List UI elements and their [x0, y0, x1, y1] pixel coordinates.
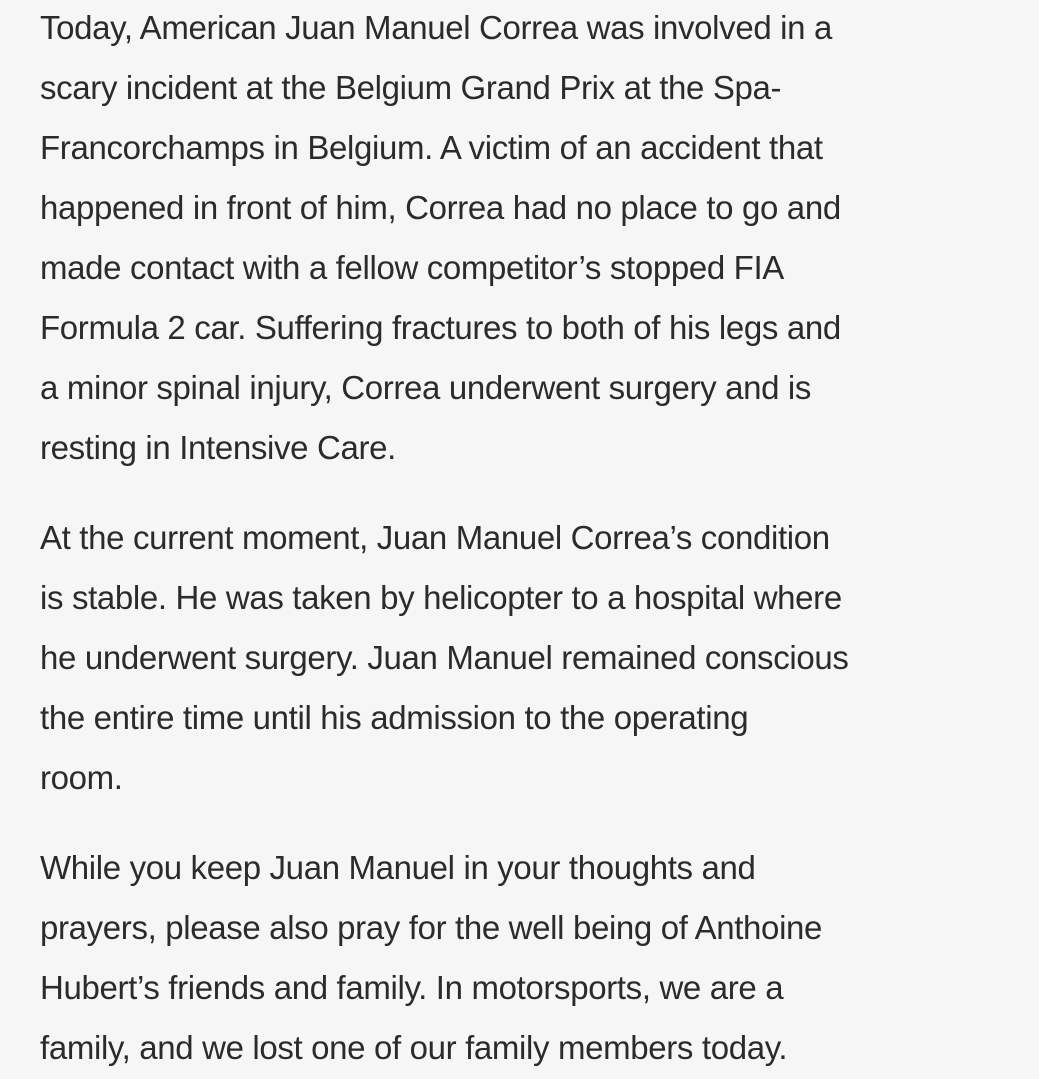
paragraph-2-line-4: the entire time until his admission to the operating [40, 699, 749, 736]
paragraph-3-line-2: prayers, please also pray for the well being of Anthoine [40, 909, 823, 946]
paragraph-2-line-3: he underwent surgery. Juan Manuel remained conscious [40, 639, 849, 676]
paragraph-1-line-4: happened in front of him, Correa had no place to go and [40, 189, 841, 226]
paragraph-2-line-1: At the current moment, Juan Manuel Correa’s condition [40, 519, 830, 556]
paragraph-2-line-2: is stable. He was taken by helicopter to a hospital where [40, 579, 842, 616]
paragraph-3-line-1: While you keep Juan Manuel in your thoughts and [40, 849, 756, 886]
paragraph-1-line-7: a minor spinal injury, Correa underwent surgery and is [40, 369, 812, 406]
paragraph-1-line-3: Francorchamps in Belgium. A victim of an accident that [40, 129, 823, 166]
paragraph-3-line-3: Hubert’s friends and family. In motorsports, we are a [40, 969, 784, 1006]
paragraph-1-line-6: Formula 2 car. Suffering fractures to both of his legs and [40, 309, 841, 346]
paragraph-1-line-1: Today, American Juan Manuel Correa was involved in a [40, 9, 832, 46]
paragraph-1-line-8: resting in Intensive Care. [40, 429, 396, 466]
paragraph-3-line-4: family, and we lost one of our family members today. [40, 1029, 788, 1066]
paragraph-1-line-2: scary incident at the Belgium Grand Prix at the Spa- [40, 69, 782, 106]
paragraph-2-line-5: room. [40, 759, 123, 796]
paragraph-1-line-5: made contact with a fellow competitor’s stopped FIA [40, 249, 784, 286]
